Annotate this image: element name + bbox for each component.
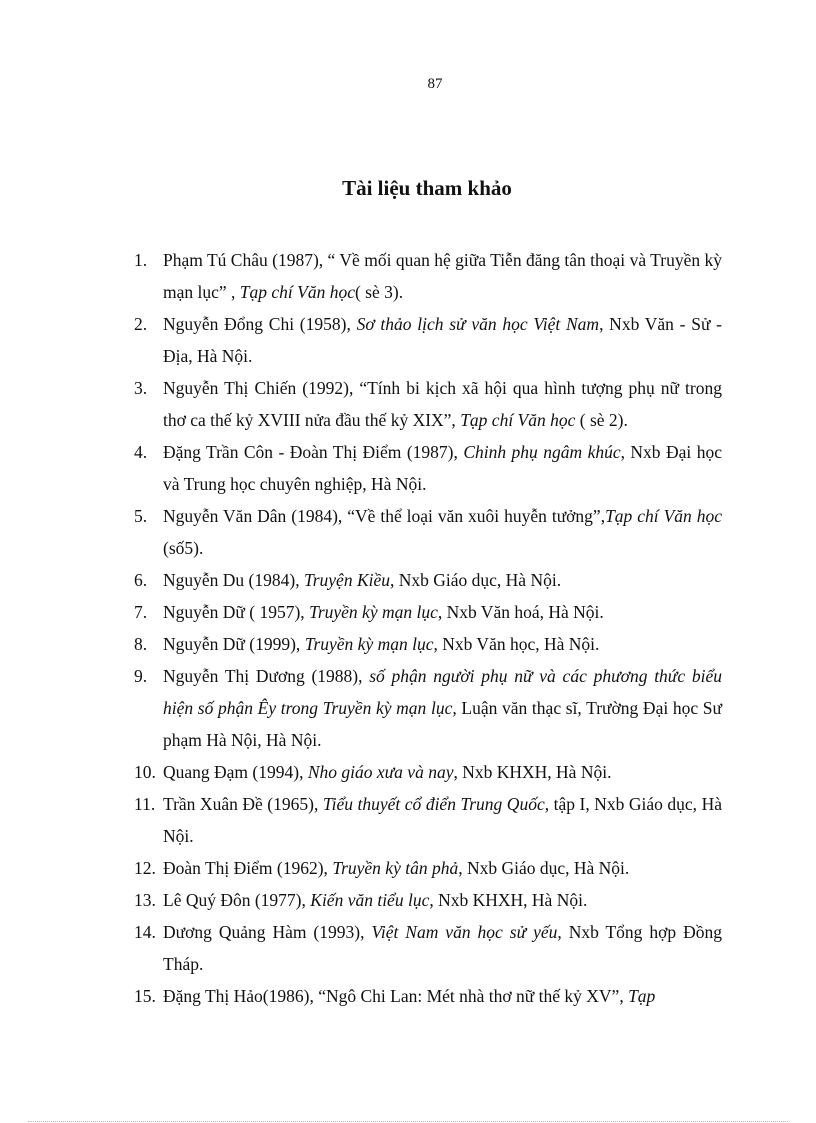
reference-item: [134, 244, 722, 308]
reference-text: Nguyễn Thị Dương (1988),: [163, 666, 370, 686]
reference-item: [134, 564, 722, 596]
reference-text: , Nxb Văn học, Hà Nội.: [433, 634, 600, 654]
reference-text: , Nxb Giáo dục, Hà Nội.: [390, 570, 562, 590]
reference-text: Nguyễn Thị Chiến (1992), “Tính bi kịch xã hội qua hình tượng phụ nữ trong thơ ca thế kỷ XVIII nửa đầu thế kỷ XIX”,: [163, 378, 722, 430]
reference-title: Truyện Kiều: [303, 570, 390, 590]
reference-title: Việt Nam văn học sử yếu: [371, 922, 558, 942]
reference-text: , Nxb Văn - Sử - Địa, Hà Nội.: [163, 314, 722, 366]
reference-title: Kiến văn tiểu lục: [310, 890, 430, 910]
reference-number: 9.: [134, 666, 148, 686]
reference-item: [134, 500, 722, 564]
reference-title: Tiểu thuyết cổ điển Trung Quốc: [322, 794, 545, 814]
reference-text: Nguyễn Du (1984),: [163, 570, 304, 590]
reference-item: [134, 308, 722, 372]
reference-number: 6.: [134, 570, 148, 590]
reference-text: (số5).: [163, 538, 204, 558]
reference-title: Truyền kỳ mạn lục: [304, 634, 434, 654]
reference-item: [134, 372, 722, 436]
reference-number: 3.: [134, 378, 148, 398]
reference-title: Chinh phụ ngâm khúc: [463, 442, 621, 462]
reference-text: Trần Xuân Đề (1965),: [163, 794, 323, 814]
reference-title: Nho giáo xưa và nay: [307, 762, 454, 782]
reference-item: [134, 628, 722, 660]
reference-text: , Nxb KHXH, Hà Nội.: [429, 890, 588, 910]
reference-list: [134, 244, 722, 1012]
reference-text: , tập I, Nxb Giáo dục, Hà Nội.: [163, 794, 722, 846]
reference-text: , Nxb Giáo dục, Hà Nội.: [458, 858, 630, 878]
reference-text: Lê Quý Đôn (1977),: [163, 890, 311, 910]
reference-item: [134, 756, 722, 788]
reference-title: Tạp chí Văn học: [239, 282, 355, 302]
reference-title: số phận người phụ nữ và các phương thức biểu hiện số phận Êy trong Truyền kỳ mạn lục,: [163, 666, 722, 718]
reference-text: Đoàn Thị Điểm (1962),: [163, 858, 333, 878]
reference-title: Truyền kỳ tân phả: [332, 858, 459, 878]
reference-number: 7.: [134, 602, 148, 622]
page-title: Tài liệu tham khảo: [342, 176, 512, 200]
reference-number: 4.: [134, 442, 148, 462]
reference-item: [134, 916, 722, 980]
reference-text: Đặng Thị Hảo(1986), “Ngô Chi Lan: Mét nhà thơ nữ thế kỷ XV”,: [163, 986, 629, 1006]
reference-text: Đặng Trần Côn - Đoàn Thị Điểm (1987),: [163, 442, 464, 462]
reference-text: Nguyễn Đổng Chi (1958),: [163, 314, 357, 334]
reference-text: Nguyễn Văn Dân (1984), “Về thể loại văn xuôi huyễn tưởng”,: [163, 506, 606, 526]
reference-title: Truyền kỳ mạn lục: [309, 602, 438, 622]
reference-title: Tạp chí Văn học: [605, 506, 722, 526]
reference-number: 5.: [134, 506, 148, 526]
reference-text: Luận văn thạc sĩ, Trường Đại học Sư phạm Hà Nội, Hà Nội.: [163, 698, 722, 750]
reference-number: 10.: [134, 762, 156, 782]
reference-item: [134, 852, 722, 884]
reference-number: 1.: [134, 250, 148, 270]
reference-title: Tạp chí Văn học: [460, 410, 576, 430]
reference-item: [134, 436, 722, 500]
reference-text: ( sè 3).: [354, 282, 404, 302]
reference-text: , Nxb KHXH, Hà Nội.: [453, 762, 612, 782]
reference-title: Sơ thảo lịch sử văn học Việt Nam: [356, 314, 600, 334]
reference-text: Nguyễn Dữ (1999),: [163, 634, 305, 654]
reference-number: 8.: [134, 634, 148, 654]
reference-text: , Nxb Đại học và Trung học chuyên nghiệp, Hà Nội.: [163, 442, 722, 494]
reference-text: Nguyễn Dữ ( 1957),: [163, 602, 310, 622]
page-bottom-border: [28, 1121, 788, 1122]
reference-item: [134, 980, 722, 1012]
reference-number: 11.: [134, 794, 156, 814]
reference-item: [134, 660, 722, 756]
reference-text: , Nxb Tổng hợp Đồng Tháp.: [163, 922, 722, 974]
reference-item: [134, 884, 722, 916]
page-number: 87: [427, 76, 443, 92]
reference-title: Tạp: [628, 986, 656, 1006]
reference-text: Phạm Tú Châu (1987), “ Về mối quan hệ giữa Tiễn đăng tân thoại và Truyền kỳ mạn lục” ,: [163, 250, 722, 302]
reference-number: 13.: [134, 890, 156, 910]
reference-number: 12.: [134, 858, 156, 878]
reference-number: 15.: [134, 986, 156, 1006]
reference-item: [134, 596, 722, 628]
reference-text: Quang Đạm (1994),: [163, 762, 308, 782]
reference-item: [134, 788, 722, 852]
reference-text: Dương Quảng Hàm (1993),: [163, 922, 372, 942]
reference-text: ( sè 2).: [575, 410, 628, 430]
reference-number: 14.: [134, 922, 156, 942]
reference-number: 2.: [134, 314, 148, 334]
reference-text: , Nxb Văn hoá, Hà Nội.: [437, 602, 604, 622]
